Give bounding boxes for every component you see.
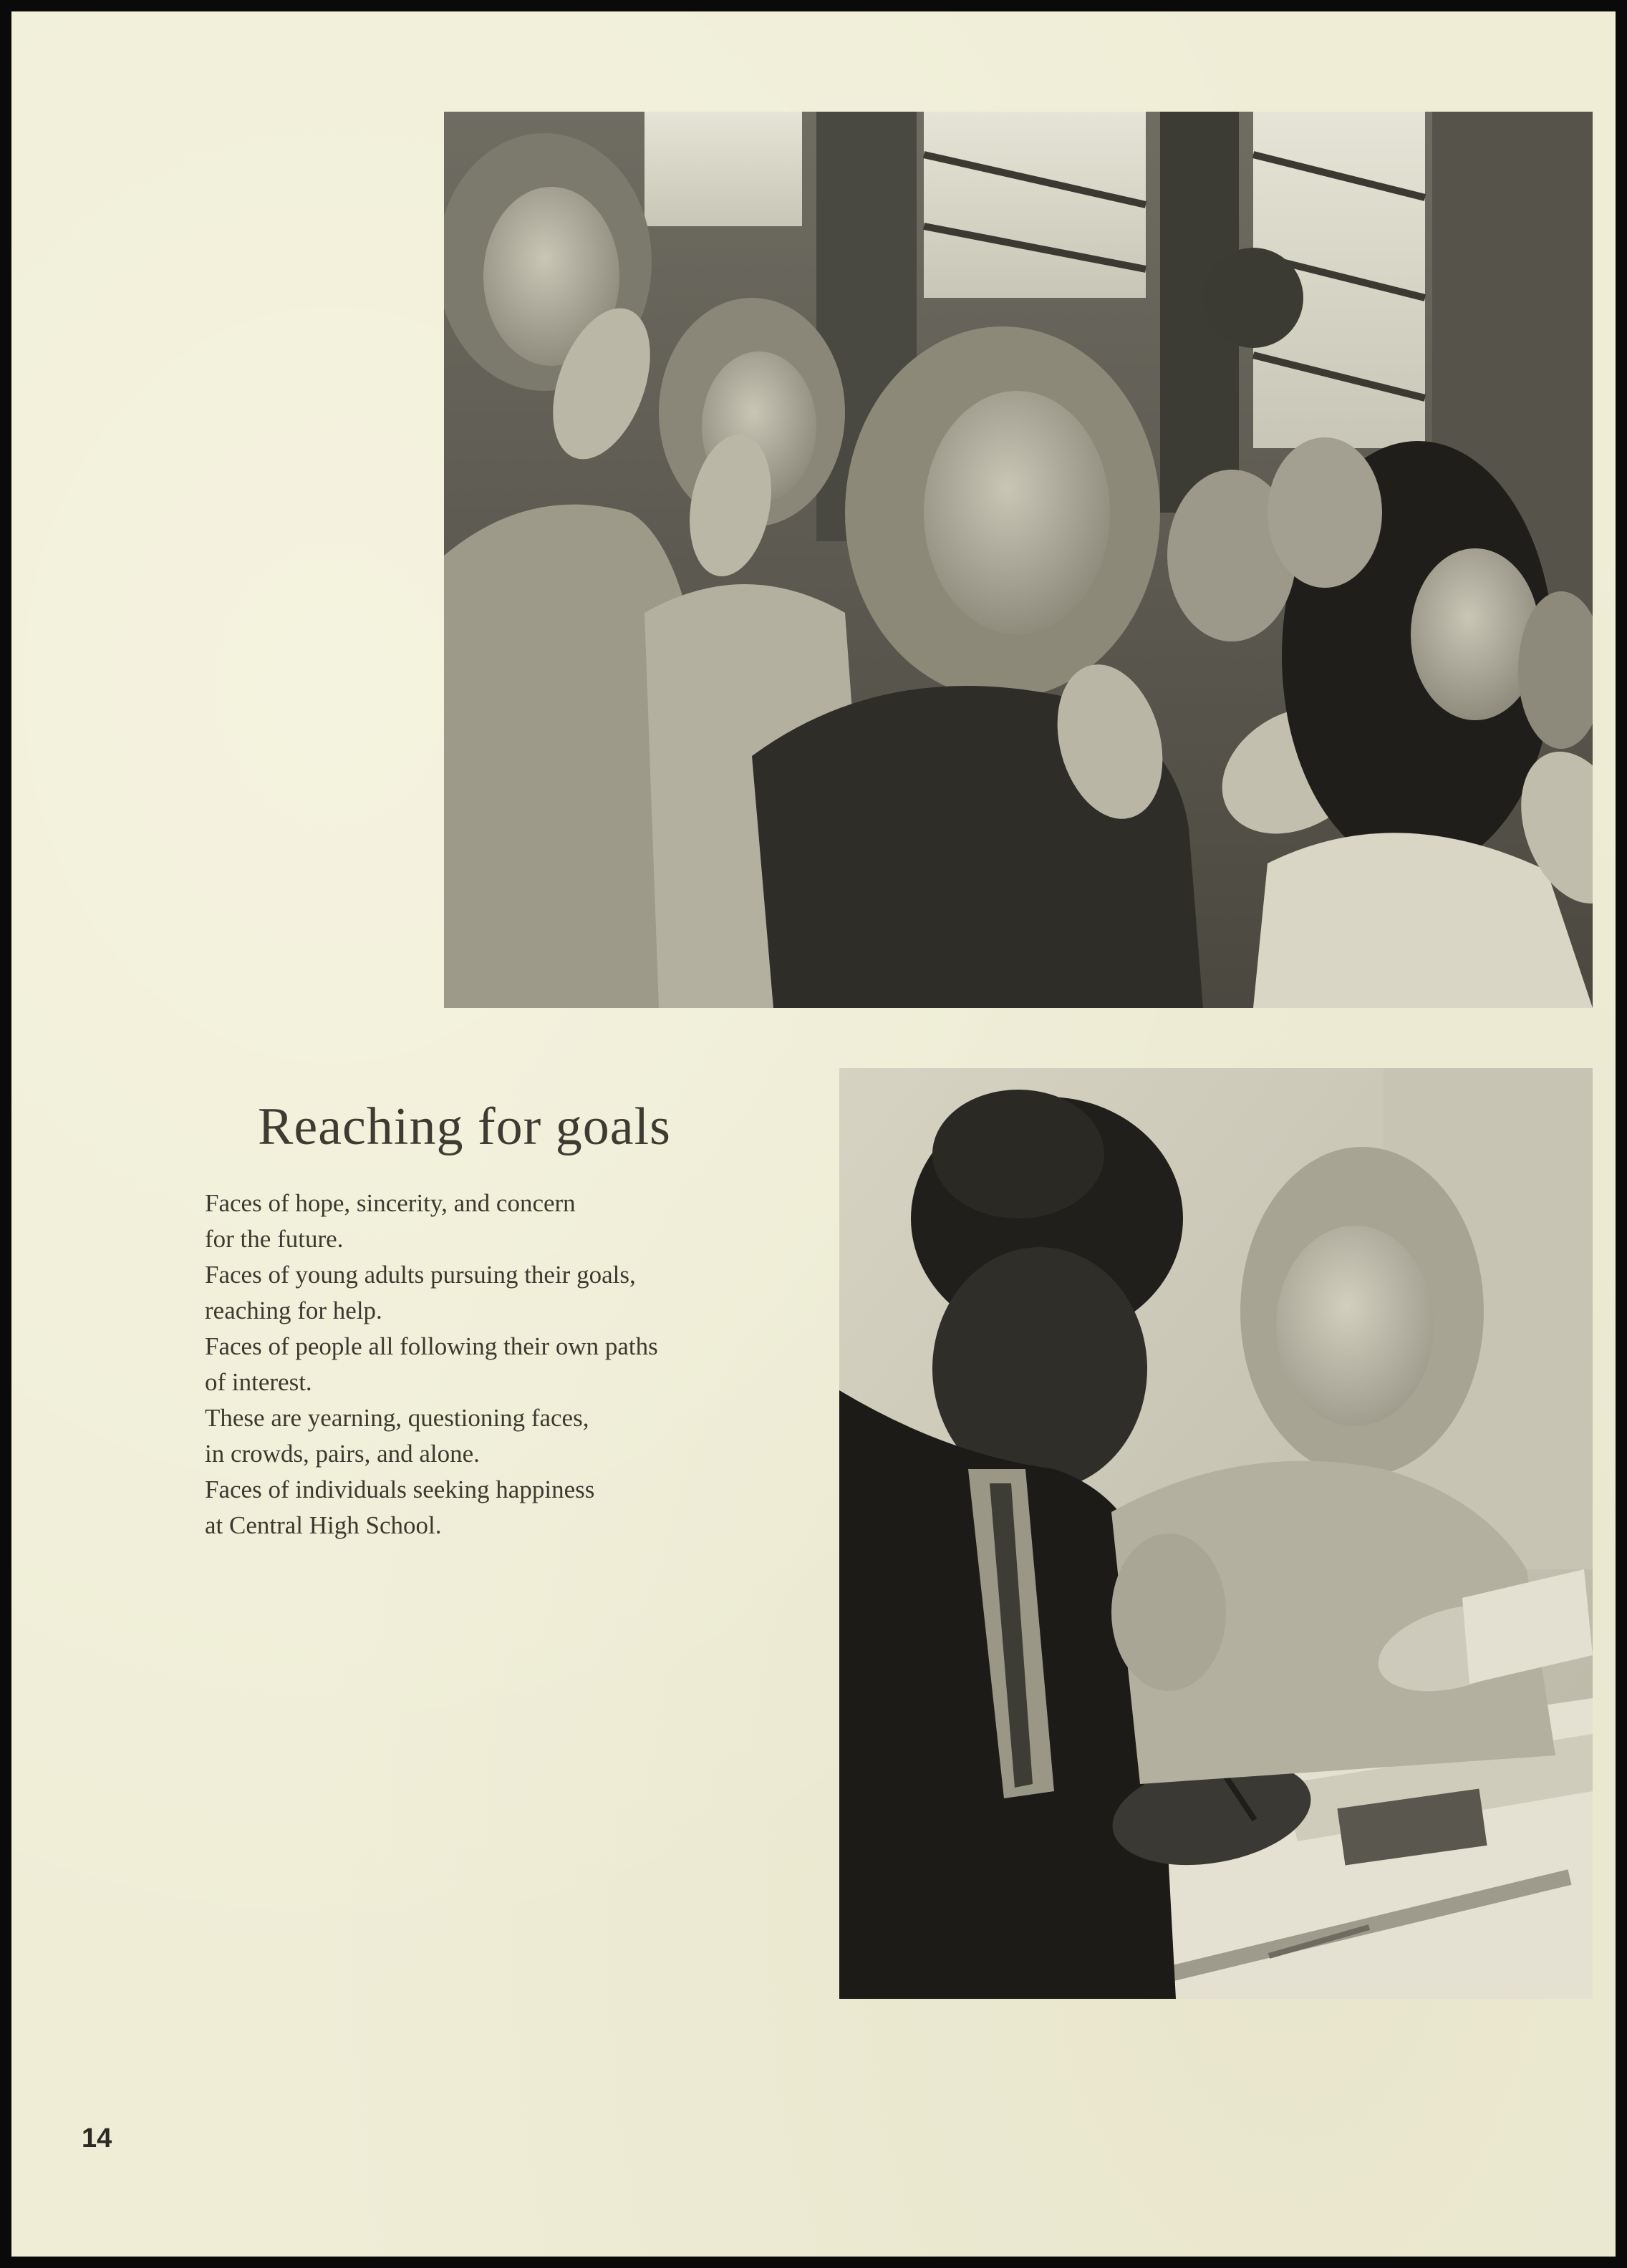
page-headline: Reaching for goals xyxy=(258,1097,671,1156)
photo-students-working-image xyxy=(839,1068,1593,1999)
photo-students-working xyxy=(839,1068,1593,1999)
body-line: reaching for help. xyxy=(205,1297,382,1324)
body-line: in crowds, pairs, and alone. xyxy=(205,1440,480,1468)
page-number: 14 xyxy=(82,2123,112,2153)
body-line: Faces of hope, sincerity, and concern xyxy=(205,1189,576,1217)
yearbook-page xyxy=(11,11,1616,2257)
body-line: Faces of people all following their own paths xyxy=(205,1332,658,1360)
body-line: Faces of young adults pursuing their goals, xyxy=(205,1261,636,1289)
body-line: at Central High School. xyxy=(205,1511,442,1539)
photo-girls-clapping xyxy=(444,112,1593,1008)
body-line: of interest. xyxy=(205,1368,312,1396)
body-line: These are yearning, questioning faces, xyxy=(205,1404,589,1432)
body-copy xyxy=(205,1186,821,1544)
body-line: Faces of individuals seeking happiness xyxy=(205,1475,595,1503)
photo-girls-clapping-image xyxy=(444,112,1593,1008)
body-line: for the future. xyxy=(205,1225,344,1253)
